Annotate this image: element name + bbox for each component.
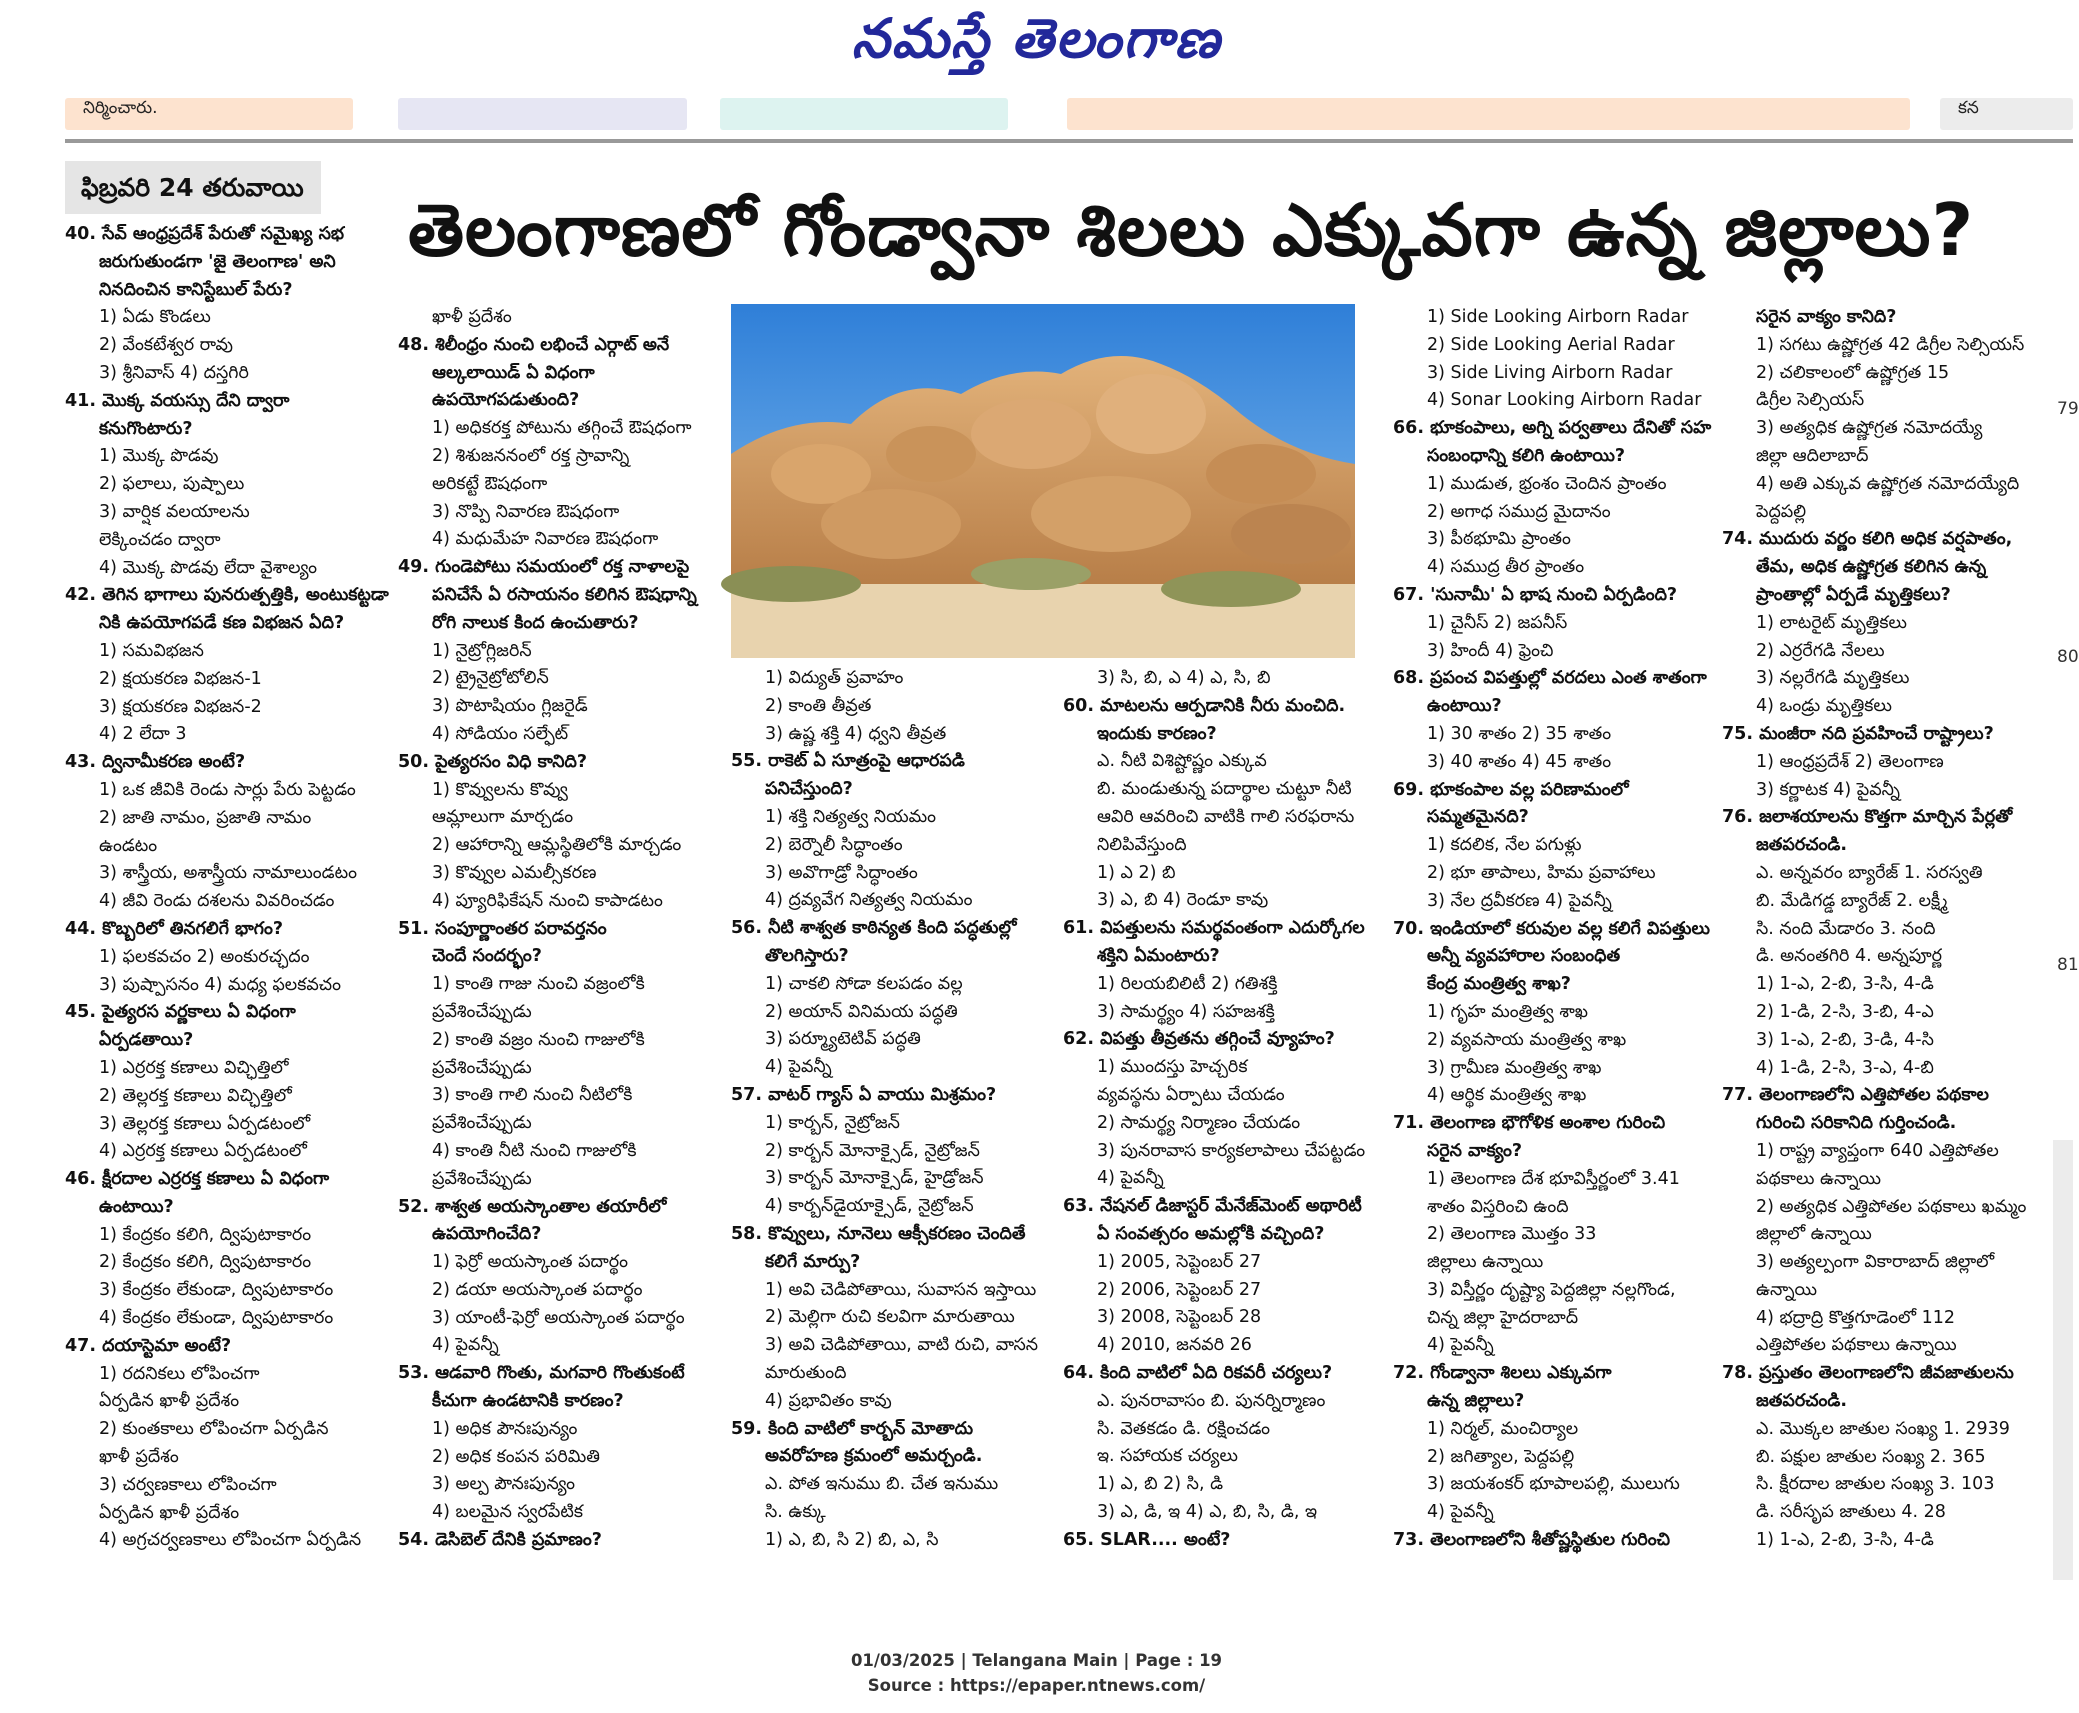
answer-option: డి. అనంతగిరి 4. అన్నపూర్ణ bbox=[1756, 946, 1943, 967]
question-text: ఉపయోగించేది? bbox=[432, 1224, 542, 1245]
answer-option: 4) మొక్క పొడవు లేదా వైశాల్యం bbox=[99, 557, 317, 578]
question-text: 63. నేషనల్ డిజాస్టర్ మేనేజ్‌మెంట్ అథారిటీ bbox=[1063, 1196, 1362, 1217]
answer-option: 1) 30 శాతం 2) 35 శాతం bbox=[1427, 723, 1612, 744]
question-text: 55. రాకెట్ ఏ సూత్రంపై ఆధారపడి bbox=[731, 751, 965, 772]
question-text: 49. గుండెపోటు సమయంలో రక్త నాళాలపై bbox=[398, 557, 690, 578]
answer-option: 2) ఎర్రరేగడి నేలలు bbox=[1756, 640, 1885, 661]
answer-option: పెద్దపల్లి bbox=[1756, 501, 1807, 522]
question-text: 57. వాటర్ గ్యాస్ ఏ వాయు మిశ్రమం? bbox=[731, 1084, 997, 1105]
question-text: పనిచేస్తుంది? bbox=[765, 779, 853, 800]
answer-option: డిగ్రీల సెల్సియస్ bbox=[1756, 390, 1865, 411]
rock-formation-photo bbox=[731, 304, 1355, 658]
answer-option: 3) కార్బన్ మోనాక్సైడ్, హైడ్రోజన్ bbox=[765, 1168, 984, 1189]
answer-option: 3) యాంటీ-ఫెర్రో అయస్కాంత పదార్థం bbox=[432, 1307, 685, 1328]
answer-option: 2) అత్యధిక ఎత్తిపోతల పథకాలు ఖమ్మం bbox=[1756, 1196, 2027, 1217]
answer-option: 1) అధిక పౌనఃపున్యం bbox=[432, 1418, 578, 1439]
answer-option: 2) మెల్లిగా రుచి కలవిగా మారుతాయి bbox=[765, 1307, 1015, 1328]
question-text: తొలగిస్తారు? bbox=[765, 945, 849, 966]
answer-option: ఎ. పోత ఇనుము బి. చేత ఇనుము bbox=[765, 1474, 999, 1495]
question-text: 54. డెసిబెల్ దేనికి ప్రమాణం? bbox=[398, 1530, 602, 1551]
answer-option: 4) 1-డి, 2-సి, 3-ఎ, 4-బి bbox=[1756, 1057, 1934, 1078]
question-text: 41. మొక్క వయస్సు దేని ద్వారా bbox=[65, 390, 290, 411]
question-text: 43. ద్వినామీకరణ అంటే? bbox=[65, 752, 246, 773]
answer-option: 3) చర్వణకాలు లోపించగా bbox=[99, 1474, 277, 1495]
answer-option: ఏర్పడిన ఖాళీ ప్రదేశం bbox=[99, 1502, 240, 1523]
answer-option: 1) రదనికలు లోపించగా bbox=[99, 1363, 260, 1384]
answer-option: 1) నిర్మల్, మంచిర్యాల bbox=[1427, 1418, 1579, 1439]
question-text: 59. కింది వాటిలో కార్బన్ మోతాదు bbox=[731, 1418, 974, 1439]
answer-option: 4) పైవన్నీ bbox=[432, 1335, 499, 1356]
edge-number: 79 bbox=[2057, 399, 2079, 419]
answer-option: 4) పైవన్నీ bbox=[1427, 1502, 1494, 1523]
edge-number: 81 bbox=[2057, 955, 2079, 975]
answer-option: 4) జీవి రెండు దశలను వివరించడం bbox=[99, 891, 335, 912]
question-text: సమ్మతమైనది? bbox=[1427, 807, 1529, 828]
answer-option: 1) రిలయబిలిటీ 2) గతిశక్తి bbox=[1097, 973, 1278, 994]
answer-option: 1) మొక్క పొడవు bbox=[99, 446, 219, 467]
answer-option: 1) Side Looking Airborn Radar bbox=[1427, 307, 1689, 327]
answer-option: 3) నొప్పి నివారణ ఔషధంగా bbox=[432, 501, 620, 522]
answer-option: 3) క్షయకరణ విభజన-2 bbox=[99, 696, 262, 717]
answer-option: 1) కార్బన్, నైట్రోజన్ bbox=[765, 1112, 900, 1133]
answer-option: సి. ఉక్కు bbox=[765, 1501, 826, 1522]
answer-option: 1) చాకలి సోడా కలపడం వల్ల bbox=[765, 973, 963, 994]
question-text: 64. కింది వాటిలో ఏది రికవరీ చర్యలు? bbox=[1063, 1362, 1333, 1383]
answer-option: బి. మండుతున్న పదార్థాల చుట్టూ నీటి bbox=[1097, 779, 1352, 800]
question-text: ఏ సంవత్సరం అమల్లోకి వచ్చింది? bbox=[1097, 1223, 1325, 1244]
answer-option: 2) 1-డి, 2-సి, 3-బి, 4-ఎ bbox=[1756, 1001, 1934, 1022]
question-column-1 bbox=[65, 221, 389, 1555]
answer-option: 1) నైట్రోగ్లిజరిన్ bbox=[432, 640, 532, 661]
answer-option: 4) సముద్ర తీర ప్రాంతం bbox=[1427, 557, 1585, 578]
question-text: 66. భూకంపాలు, అగ్ని పర్వతాలు దేనితో సహ bbox=[1393, 418, 1712, 439]
question-text: 69. భూకంపాల వల్ల పరిణామంలో bbox=[1393, 779, 1629, 800]
answer-option: 1) లాటరైట్ మృత్తికలు bbox=[1756, 612, 1907, 633]
answer-option: ఎత్తిపోతల పథకాలు ఉన్నాయి bbox=[1756, 1335, 1957, 1356]
question-column-5 bbox=[1393, 304, 1712, 1555]
answer-option: 3) శాస్త్రీయ, అశాస్త్రీయ నామాలుండటం bbox=[99, 863, 358, 884]
answer-option: 3) కేంద్రకం లేకుండా, ద్విపుటాకారం bbox=[99, 1280, 334, 1301]
answer-option: 2) Side Looking Aerial Radar bbox=[1427, 334, 1675, 355]
question-text: 70. ఇండియాలో కరువుల వల్ల కలిగే విపత్తులు bbox=[1393, 918, 1710, 939]
question-text: పనిచేసే ఏ రసాయనం కలిగిన ఔషధాన్ని bbox=[432, 584, 697, 605]
top-strip bbox=[1067, 98, 1910, 130]
answer-option: జిల్లాలో ఉన్నాయి bbox=[1756, 1224, 1872, 1245]
answer-option: 2) కాంతి వజ్రం నుంచి గాజులోకి bbox=[432, 1029, 645, 1050]
answer-option: 2) చలికాలంలో ఉష్ణోగ్రత 15 bbox=[1756, 362, 1950, 383]
question-text: 73. తెలంగాణలోని శీతోష్ణస్థితుల గురించి bbox=[1393, 1530, 1671, 1551]
answer-option: 1) ఆంధ్రప్రదేశ్ 2) తెలంగాణ bbox=[1756, 751, 1944, 772]
question-text: జరుగుతుండగా 'జై తెలంగాణ' అని bbox=[99, 251, 336, 272]
question-column-4 bbox=[1063, 665, 1375, 1555]
answer-option: సి. క్షీరదాల జాతుల సంఖ్య 3. 103 bbox=[1756, 1474, 1995, 1495]
answer-option: పథకాలు ఉన్నాయి bbox=[1756, 1168, 1882, 1189]
answer-option: 4) కేంద్రకం లేకుండా, ద్విపుటాకారం bbox=[99, 1308, 334, 1329]
answer-option: 2) వేంకటేశ్వర రావు bbox=[99, 335, 233, 356]
answer-option: 1) ఎ, బి, సి 2) బి, ఎ, సి bbox=[765, 1529, 939, 1550]
answer-option: 1) సమవిభజన bbox=[99, 640, 204, 661]
answer-option: 2) బెర్నౌలీ సిద్ధాంతం bbox=[765, 834, 903, 855]
question-text: కలిగే మార్పు? bbox=[765, 1251, 861, 1272]
question-text: కనుగొంటారు? bbox=[99, 418, 193, 439]
answer-option: 4) అతి ఎక్కువ ఉష్ణోగ్రత నమోదయ్యేది bbox=[1756, 473, 2020, 494]
page-headline: తెలంగాణలో గోండ్వానా శిలలు ఎక్కువగా ఉన్న జిల్లాలు? bbox=[408, 188, 1975, 272]
answer-option: సి. నంది మేడారం 3. నంది bbox=[1756, 918, 1936, 939]
answer-option: 2) కుంతకాలు లోపించగా ఏర్పడిన bbox=[99, 1419, 329, 1440]
question-text: 42. తెగిన భాగాలు పునరుత్పత్తికి, అంటుకట్టడా bbox=[65, 585, 389, 606]
date-tag: ఫిబ్రవరి 24 తరువాయి bbox=[65, 161, 321, 214]
answer-option: 3) 1-ఎ, 2-బి, 3-డి, 4-సి bbox=[1756, 1029, 1934, 1050]
answer-option: వ్యవస్థను ఏర్పాటు చేయడం bbox=[1097, 1084, 1285, 1105]
answer-option: 3) నల్లరేగడి మృత్తికలు bbox=[1756, 668, 1910, 689]
answer-option: 3) ఉష్ణ శక్తి 4) ధ్వని తీవ్రత bbox=[765, 723, 947, 744]
answer-option: 1) కదలిక, నేల పగుళ్లు bbox=[1427, 835, 1582, 856]
answer-option: 1) ఒక జీవికి రెండు సార్లు పేరు పెట్టడం bbox=[99, 779, 356, 800]
answer-option: 1) సగటు ఉష్ణోగ్రత 42 డిగ్రీల సెల్సియస్ bbox=[1756, 334, 2025, 355]
answer-option: 2) భూ తాపాలు, హిమ ప్రవాహాలు bbox=[1427, 862, 1656, 883]
answer-option: 4) ప్రభావితం కావు bbox=[765, 1390, 892, 1411]
answer-option: 2) తెల్లరక్త కణాలు విచ్ఛిత్తిలో bbox=[99, 1085, 292, 1106]
question-text: జతపరచండి. bbox=[1756, 1391, 1847, 1412]
question-text: 46. క్షీరదాల ఎర్రరక్త కణాలు ఏ విధంగా bbox=[65, 1169, 330, 1190]
answer-option: 4) 2010, జనవరి 26 bbox=[1097, 1335, 1252, 1356]
answer-option: 4) పైవన్నీ bbox=[765, 1057, 832, 1078]
question-text: 75. మంజీరా నది ప్రవహించే రాష్ట్రాలు? bbox=[1722, 723, 1994, 744]
question-text: నికి ఉపయోగపడే కణ విభజన ఏది? bbox=[99, 613, 345, 634]
answer-option: 3) పర్మ్యూటెటివ్ పద్ధతి bbox=[765, 1029, 921, 1050]
answer-option: 1) ఫెర్రో అయస్కాంత పదార్థం bbox=[432, 1252, 628, 1273]
answer-option: 3) అత్యల్పంగా వికారాబాద్ జిల్లాలో bbox=[1756, 1252, 1995, 1273]
answer-option: ఎ. నీటి విశిష్టోష్ణం ఎక్కువ bbox=[1097, 751, 1267, 772]
answer-option: ఉండటం bbox=[99, 835, 158, 856]
question-text: తేమ, అధిక ఉష్ణోగ్రత కలిగిన ఉన్న bbox=[1756, 557, 1987, 578]
answer-option: 1) ముడుత, భ్రంశం చెందిన ప్రాంతం bbox=[1427, 473, 1667, 494]
question-text: 48. శిలీంధ్రం నుంచి లభించే ఎర్గాట్ అనే bbox=[398, 334, 670, 355]
answer-option: 2) కాంతి తీవ్రత bbox=[765, 695, 872, 716]
answer-option: 4) బలమైన స్వరపేటిక bbox=[432, 1502, 583, 1523]
answer-option: ఖాళీ ప్రదేశం bbox=[432, 307, 512, 327]
answer-option: 4) ద్రవ్యవేగ నిత్యత్వ నియమం bbox=[765, 890, 973, 911]
answer-option: ఎ. అన్నవరం బ్యారేజ్ 1. సరస్వతి bbox=[1756, 862, 1983, 883]
answer-option: 2) ట్రైనైట్రోటోలిన్ bbox=[432, 668, 549, 689]
answer-option: నిలిపివేస్తుంది bbox=[1097, 834, 1187, 855]
answer-option: 1) ఫలకవచం 2) అంకురచ్ఛదం bbox=[99, 946, 310, 967]
answer-option: 4) సోడియం సల్ఫేట్ bbox=[432, 723, 569, 744]
question-column-2 bbox=[398, 304, 710, 1555]
answer-option: 2) కేంద్రకం కలిగి, ద్విపుటాకారం bbox=[99, 1252, 312, 1273]
question-text: 77. తెలంగాణలోని ఎత్తిపోతల పథకాల bbox=[1722, 1085, 1989, 1106]
answer-option: 2) జాతి నామం, ప్రజాతి నామం bbox=[99, 807, 312, 828]
top-strip bbox=[398, 98, 687, 130]
question-text: 51. సంపూర్ణాంతర పరావర్తనం bbox=[398, 918, 607, 939]
answer-option: 3) అవొగాడ్రో సిద్ధాంతం bbox=[765, 862, 918, 883]
answer-option: 3) ఎ, బి 4) రెండూ కావు bbox=[1097, 890, 1269, 911]
footer-source: Source : https://epaper.ntnews.com/ bbox=[867, 1676, 1206, 1695]
question-text: అన్నీ వ్యవహారాల సంబంధిత bbox=[1427, 946, 1621, 967]
answer-option: ఆమ్లాలుగా మార్చడం bbox=[432, 807, 574, 828]
question-text: 40. సేవ్ ఆంధ్రప్రదేశ్ పేరుతో సమైఖ్య సభ bbox=[65, 224, 345, 244]
question-text: శక్తిని ఏమంటారు? bbox=[1097, 945, 1220, 966]
question-column-3 bbox=[731, 665, 1043, 1555]
question-text: 74. ముదురు వర్ణం కలిగి అధిక వర్షపాతం, bbox=[1722, 529, 2013, 550]
answer-option: 1) అధికరక్త పోటును తగ్గించే ఔషధంగా bbox=[432, 418, 692, 439]
answer-option: 4) అగ్రచర్వణకాలు లోపించగా ఏర్పడిన bbox=[99, 1530, 362, 1551]
answer-option: ప్రవేశించేప్పుడు bbox=[432, 1001, 532, 1022]
answer-option: 3) శ్రీనివాస్ 4) దస్తగిరి bbox=[99, 362, 249, 383]
answer-option: అరికట్టే ఔషధంగా bbox=[432, 473, 548, 494]
question-text: 52. శాశ్వత అయస్కాంతాల తయారీలో bbox=[398, 1196, 667, 1217]
question-text: 68. ప్రపంచ విపత్తుల్లో వరదలు ఎంత శాతంగా bbox=[1393, 668, 1707, 689]
answer-option: చిన్న జిల్లా హైదరాబాద్ bbox=[1427, 1307, 1579, 1328]
answer-option: 3) గ్రామీణ మంత్రిత్వ శాఖ bbox=[1427, 1057, 1602, 1078]
question-text: 61. విపత్తులను సమర్థవంతంగా ఎదుర్కోగల bbox=[1063, 918, 1365, 939]
answer-option: 3) పునరావాస కార్యకలాపాలు చేపట్టడం bbox=[1097, 1140, 1366, 1161]
answer-option: 1) ముందస్తు హెచ్చరిక bbox=[1097, 1057, 1248, 1078]
question-text: ప్రాంతాల్లో ఏర్పడే మృత్తికలు? bbox=[1756, 584, 1951, 605]
answer-option: 3) సామర్థ్యం 4) సహజశక్తి bbox=[1097, 1001, 1275, 1022]
answer-option: 1) 1-ఎ, 2-బి, 3-సి, 4-డి bbox=[1756, 974, 1934, 995]
answer-option: 1) కేంద్రకం కలిగి, ద్విపుటాకారం bbox=[99, 1224, 312, 1245]
answer-option: ఎ. పునరావాసం బి. పునర్నిర్మాణం bbox=[1097, 1390, 1326, 1411]
answer-option: 3) Side Living Airborn Radar bbox=[1427, 362, 1673, 383]
answer-option: 3) సి, బి, ఎ 4) ఎ, సి, బి bbox=[1097, 668, 1271, 688]
answer-option: ప్రవేశించేప్పుడు bbox=[432, 1057, 532, 1078]
cut-off-box bbox=[2053, 1140, 2073, 1580]
answer-option: 3) విస్తీర్ణం దృష్ట్యా పెద్దజిల్లా నల్లగొండ, bbox=[1427, 1279, 1676, 1300]
answer-option: 3) అవి చెడిపోతాయి, వాటి రుచి, వాసన bbox=[765, 1335, 1039, 1356]
answer-option: 2) కార్బన్ మోనాక్సైడ్, నైట్రోజన్ bbox=[765, 1140, 980, 1161]
answer-option: సి. వెతకడం డి. రక్షించడం bbox=[1097, 1418, 1271, 1439]
answer-option: 3) జయశంకర్ భూపాలపల్లి, ములుగు bbox=[1427, 1474, 1680, 1495]
question-text: ఉంటాయి? bbox=[1427, 696, 1502, 717]
question-text: 67. 'సునామీ' ఏ భాష నుంచి ఏర్పడింది? bbox=[1393, 584, 1678, 605]
question-text: 45. పైత్యరస వర్ణకాలు ఏ విధంగా bbox=[65, 1002, 296, 1023]
answer-option: 1) రాష్ట్ర వ్యాప్తంగా 640 ఎత్తిపోతల bbox=[1756, 1140, 1999, 1161]
question-text: 76. జలాశయాలను కొత్తగా మార్చిన పేర్లతో bbox=[1722, 807, 2013, 828]
question-text: 44. కొబ్బరిలో తినగలిగే భాగం? bbox=[65, 918, 283, 939]
question-text: 50. పైత్యరసం విధి కానిది? bbox=[398, 751, 588, 772]
question-text: ఆల్కలాయిడ్ ఏ విధంగా bbox=[432, 362, 595, 383]
question-text: 60. మాటలను ఆర్పడానికి నీరు మంచిది. bbox=[1063, 695, 1346, 716]
question-text: 58. కొవ్వులు, నూనెలు ఆక్సీకరణం చెందితే bbox=[731, 1223, 1026, 1244]
answer-option: మారుతుంది bbox=[765, 1362, 847, 1383]
top-strip: నిర్మించారు. bbox=[65, 98, 353, 130]
answer-option: 2) జగిత్యాల, పెద్దపల్లి bbox=[1427, 1446, 1575, 1467]
answer-option: లెక్కించడం ద్వారా bbox=[99, 529, 221, 550]
answer-option: ఇ. సహాయక చర్యలు bbox=[1097, 1446, 1238, 1467]
question-text: 56. నీటి శాశ్వత కాఠిన్యత కింది పద్ధతుల్లో bbox=[731, 918, 1017, 939]
answer-option: 2) 2006, సెప్టెంబర్ 27 bbox=[1097, 1279, 1262, 1300]
question-text: రోగి నాలుక కింద ఉంచుతారు? bbox=[432, 612, 639, 633]
page-footer bbox=[0, 1648, 2073, 1698]
question-text: కేంద్ర మంత్రిత్వ శాఖ? bbox=[1427, 974, 1571, 995]
answer-option: 4) 2 లేదా 3 bbox=[99, 724, 187, 745]
answer-option: 3) నేల ద్రవీకరణ 4) పైవన్నీ bbox=[1427, 890, 1612, 911]
answer-option: 1) 1-ఎ, 2-బి, 3-సి, 4-డి bbox=[1756, 1530, 1934, 1551]
answer-option: 4) కాంతి నీటి నుంచి గాజులోకి bbox=[432, 1140, 637, 1161]
answer-option: 1) ఎ 2) బి bbox=[1097, 862, 1176, 883]
answer-option: 2) ఆహారాన్ని ఆమ్లస్థితిలోకి మార్చడం bbox=[432, 835, 682, 856]
answer-option: 4) ఎర్రరక్త కణాలు ఏర్పడటంలో bbox=[99, 1141, 307, 1162]
answer-option: 1) 2005, సెప్టెంబర్ 27 bbox=[1097, 1251, 1262, 1272]
answer-option: 1) ఏడు కొండలు bbox=[99, 307, 211, 328]
answer-option: 2) అగాధ సముద్ర మైదానం bbox=[1427, 501, 1611, 522]
answer-option: 1) ఎర్రరక్త కణాలు విచ్ఛిత్తిలో bbox=[99, 1057, 289, 1078]
question-text: సంబంధాన్ని కలిగి ఉంటాయి? bbox=[1427, 445, 1626, 466]
answer-option: 3) పీఠభూమి ప్రాంతం bbox=[1427, 529, 1571, 550]
answer-option: 4) కార్బన్‌డైయాక్సైడ్, నైట్రోజన్ bbox=[765, 1196, 974, 1217]
answer-option: 3) అత్యధిక ఉష్ణోగ్రత నమోదయ్యే bbox=[1756, 418, 1983, 439]
answer-option: 1) గృహ మంత్రిత్వ శాఖ bbox=[1427, 1001, 1589, 1022]
header-rule bbox=[65, 139, 2073, 143]
question-text: కీచుగా ఉండటానికి కారణం? bbox=[432, 1391, 624, 1412]
question-text: ఏర్పడతాయి? bbox=[99, 1030, 194, 1051]
answer-option: 1) చైనీస్ 2) జపనీస్ bbox=[1427, 612, 1568, 633]
question-text: 78. ప్రస్తుతం తెలంగాణలోని జీవజాతులను bbox=[1722, 1363, 2014, 1384]
answer-option: 2) డయా అయస్కాంత పదార్థం bbox=[432, 1279, 643, 1300]
answer-option: ఖాళీ ప్రదేశం bbox=[99, 1447, 179, 1468]
answer-option: 4) ఒండ్రు మృత్తికలు bbox=[1756, 696, 1892, 717]
question-text: 53. ఆడవారి గొంతు, మగవారి గొంతుకంటే bbox=[398, 1363, 685, 1384]
answer-option: ఆవిరి ఆవరించి వాటికి గాలి సరఫరాను bbox=[1097, 806, 1355, 827]
question-text: ఇందుకు కారణం? bbox=[1097, 723, 1217, 744]
answer-option: 1) ఎ, బి 2) సి, డి bbox=[1097, 1474, 1224, 1495]
answer-option: 3) కర్ణాటక 4) పైవన్నీ bbox=[1756, 779, 1900, 800]
answer-option: 3) కాంతి గాలి నుంచి నీటిలోకి bbox=[432, 1085, 633, 1106]
answer-option: 4) ప్యూరిఫికేషన్ నుంచి కాపాడటం bbox=[432, 890, 663, 911]
answer-option: 1) అవి చెడిపోతాయి, సువాసన ఇస్తాయి bbox=[765, 1279, 1037, 1300]
answer-option: 2) అధిక కంపన పరిమితి bbox=[432, 1446, 600, 1467]
answer-option: జిల్లా ఆదిలాబాద్ bbox=[1756, 445, 1869, 466]
answer-option: బి. పక్షుల జాతుల సంఖ్య 2. 365 bbox=[1756, 1446, 1986, 1467]
question-text: సరైన వాక్యం? bbox=[1427, 1140, 1522, 1161]
answer-option: 2) సామర్థ్య నిర్మాణం చేయడం bbox=[1097, 1112, 1301, 1133]
answer-option: ప్రవేశించేప్పుడు bbox=[432, 1168, 532, 1189]
answer-option: బి. మేడిగడ్డ బ్యారేజ్ 2. లక్ష్మీ bbox=[1756, 890, 1948, 911]
answer-option: 4) ఆర్థిక మంత్రిత్వ శాఖ bbox=[1427, 1085, 1587, 1106]
answer-option: ఉన్నాయి bbox=[1756, 1279, 1818, 1300]
answer-option: 1) కాంతి గాజు నుంచి వజ్రంలోకి bbox=[432, 974, 645, 995]
answer-option: 2) ఫలాలు, పుష్పాలు bbox=[99, 474, 245, 495]
question-text: నినదించిన కానిస్టేబుల్ పేరు? bbox=[99, 279, 293, 300]
question-text: 72. గోండ్వానా శిలలు ఎక్కువగా bbox=[1393, 1363, 1612, 1384]
answer-option: 3) 2008, సెప్టెంబర్ 28 bbox=[1097, 1307, 1262, 1328]
question-text: గురించి సరికానిది గుర్తించండి. bbox=[1756, 1113, 1957, 1134]
answer-option: 3) 40 శాతం 4) 45 శాతం bbox=[1427, 751, 1612, 772]
question-text: 65. SLAR.... అంటే? bbox=[1063, 1529, 1231, 1550]
question-text: ఉన్న జిల్లాలు? bbox=[1427, 1391, 1525, 1412]
question-text: సరైన వాక్యం కానిది? bbox=[1756, 307, 1897, 327]
question-text: 62. విపత్తు తీవ్రతను తగ్గించే వ్యూహం? bbox=[1063, 1029, 1335, 1050]
question-text: ఉపయోగపడుతుంది? bbox=[432, 390, 580, 411]
answer-option: 2) శిశుజననంలో రక్త స్రావాన్ని bbox=[432, 445, 630, 466]
answer-option: 3) హిందీ 4) ఫ్రెంచి bbox=[1427, 640, 1554, 661]
answer-option: 3) తెల్లరక్త కణాలు ఏర్పడటంలో bbox=[99, 1113, 311, 1134]
answer-option: 2) క్షయకరణ విభజన-1 bbox=[99, 668, 262, 689]
answer-option: ఏర్పడిన ఖాళీ ప్రదేశం bbox=[99, 1391, 240, 1412]
question-text: 71. తెలంగాణ భౌగోళిక అంశాల గురించి bbox=[1393, 1113, 1666, 1134]
answer-option: 4) భద్రాద్రి కొత్తగూడెంలో 112 bbox=[1756, 1307, 1955, 1328]
answer-option: 4) పైవన్నీ bbox=[1427, 1335, 1494, 1356]
answer-option: 1) విద్యుత్ ప్రవాహం bbox=[765, 668, 904, 688]
edge-number: 80 bbox=[2057, 647, 2079, 667]
answer-option: జిల్లాలు ఉన్నాయి bbox=[1427, 1252, 1544, 1273]
answer-option: 1) శక్తి నిత్యత్వ నియమం bbox=[765, 806, 936, 827]
question-text: ఉంటాయి? bbox=[99, 1196, 174, 1217]
answer-option: 3) పుష్పాసనం 4) మధ్య ఫలకవచం bbox=[99, 974, 341, 995]
question-text: చెందే సందర్భం? bbox=[432, 946, 542, 967]
answer-option: 3) అల్ప పౌనఃపున్యం bbox=[432, 1474, 576, 1495]
question-text: 47. దయాస్టెమా అంటే? bbox=[65, 1335, 232, 1356]
answer-option: 2) తెలంగాణ మొత్తం 33 bbox=[1427, 1224, 1597, 1245]
answer-option: 3) పొటాషియం గ్లిజరైడ్ bbox=[432, 696, 588, 717]
question-text: జతపరచండి. bbox=[1756, 835, 1847, 856]
footer-date-page: 01/03/2025 | Telangana Main | Page : 19 bbox=[850, 1651, 1223, 1670]
answer-option: 2) అయాన్ వినిమయ పద్ధతి bbox=[765, 1001, 958, 1022]
question-text: అవరోహణ క్రమంలో అమర్చండి. bbox=[765, 1446, 983, 1467]
answer-option: 4) Sonar Looking Airborn Radar bbox=[1427, 390, 1702, 411]
answer-option: 3) కొవ్వుల ఎమల్సీకరణ bbox=[432, 862, 597, 883]
answer-option: ప్రవేశించేప్పుడు bbox=[432, 1113, 532, 1134]
masthead-logo: నమస్తే తెలంగాణ bbox=[851, 6, 1222, 70]
answer-option: 1) కొవ్వులను కొవ్వు bbox=[432, 779, 568, 800]
answer-option: ఎ. మొక్కల జాతుల సంఖ్య 1. 2939 bbox=[1756, 1418, 2010, 1439]
answer-option: శాతం విస్తరించి ఉంది bbox=[1427, 1196, 1569, 1217]
question-column-6 bbox=[1722, 304, 2034, 1555]
answer-option: 3) ఎ, డి, ఇ 4) ఎ, బి, సి, డి, ఇ bbox=[1097, 1501, 1318, 1522]
answer-option: డి. సరీసృప జాతులు 4. 28 bbox=[1756, 1502, 1946, 1523]
top-strip: కన bbox=[1940, 98, 2073, 130]
answer-option: 4) మధుమేహ నివారణ ఔషధంగా bbox=[432, 529, 659, 550]
answer-option: 1) తెలంగాణ దేశ భూవిస్తీర్ణంలో 3.41 bbox=[1427, 1168, 1680, 1189]
answer-option: 2) వ్యవసాయ మంత్రిత్వ శాఖ bbox=[1427, 1029, 1627, 1050]
top-strip bbox=[720, 98, 1008, 130]
answer-option: 3) వార్షిక వలయాలను bbox=[99, 501, 250, 522]
answer-option: 4) పైవన్నీ bbox=[1097, 1168, 1164, 1189]
